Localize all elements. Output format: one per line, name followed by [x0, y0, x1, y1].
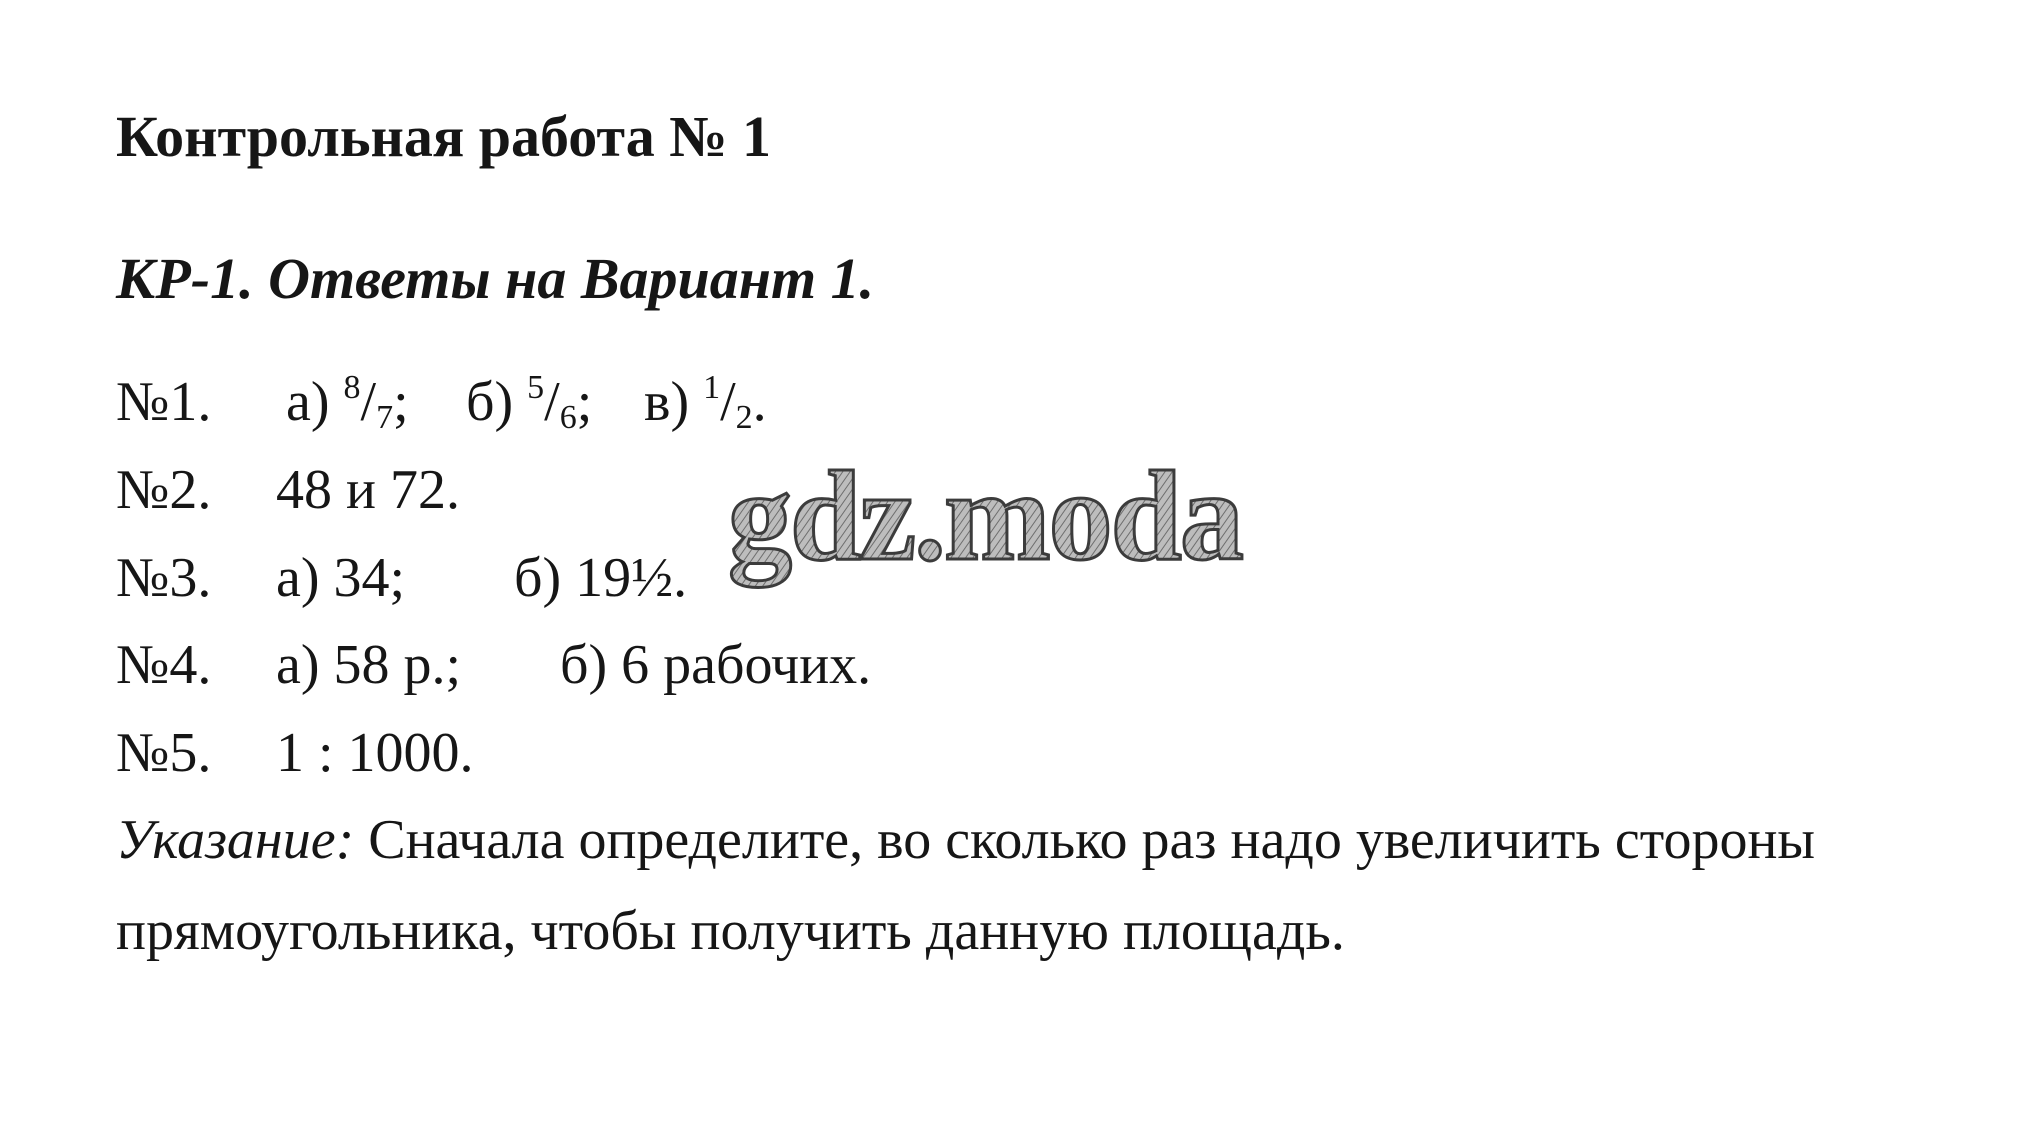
fraction-denominator: 2	[735, 399, 753, 436]
answer-part-b: б) 6 рабочих.	[560, 634, 872, 696]
watermark-logo	[722, 455, 1302, 605]
fraction-denominator: 7	[376, 399, 394, 436]
hint-line-1	[116, 809, 1816, 871]
problem-answer: 48 и 72.	[276, 459, 460, 521]
answer-part-a: а) 58 р.;	[276, 634, 462, 696]
problem-number: №5.	[116, 722, 212, 784]
answer-part-b: б) 19½.	[514, 547, 688, 609]
answer-part-c: в) $^1/_2$.	[644, 369, 767, 436]
problem-number: №1.	[116, 371, 212, 433]
fraction-denominator: 6	[559, 399, 577, 436]
hint-line-2: прямоугольника, чтобы получить данную площадь.	[116, 900, 1345, 962]
hint-label: Указание:	[116, 809, 355, 871]
problem-number: №3.	[116, 547, 212, 609]
page-title: Контрольная работа № 1	[116, 104, 771, 169]
fraction-numerator: 5	[527, 369, 545, 406]
problem-number: №2.	[116, 459, 212, 521]
page-subtitle: КР-1. Ответы на Вариант 1.	[116, 246, 875, 311]
hint-text: Сначала определите, во сколько раз надо увеличить стороны	[368, 809, 1816, 871]
fraction-numerator: 8	[343, 369, 361, 406]
problem-number: №4.	[116, 634, 212, 696]
answer-part-a: а) 34;	[276, 547, 406, 609]
watermark-graphic	[722, 455, 1302, 605]
problem-answer: 1 : 1000.	[276, 722, 474, 784]
answer-part-a: а) $^8/_7$;	[286, 369, 409, 436]
answer-part-b: б) $^5/_6$;	[466, 369, 593, 436]
fraction-numerator: 1	[703, 369, 721, 406]
watermark-text: gdz.moda	[728, 455, 1242, 587]
